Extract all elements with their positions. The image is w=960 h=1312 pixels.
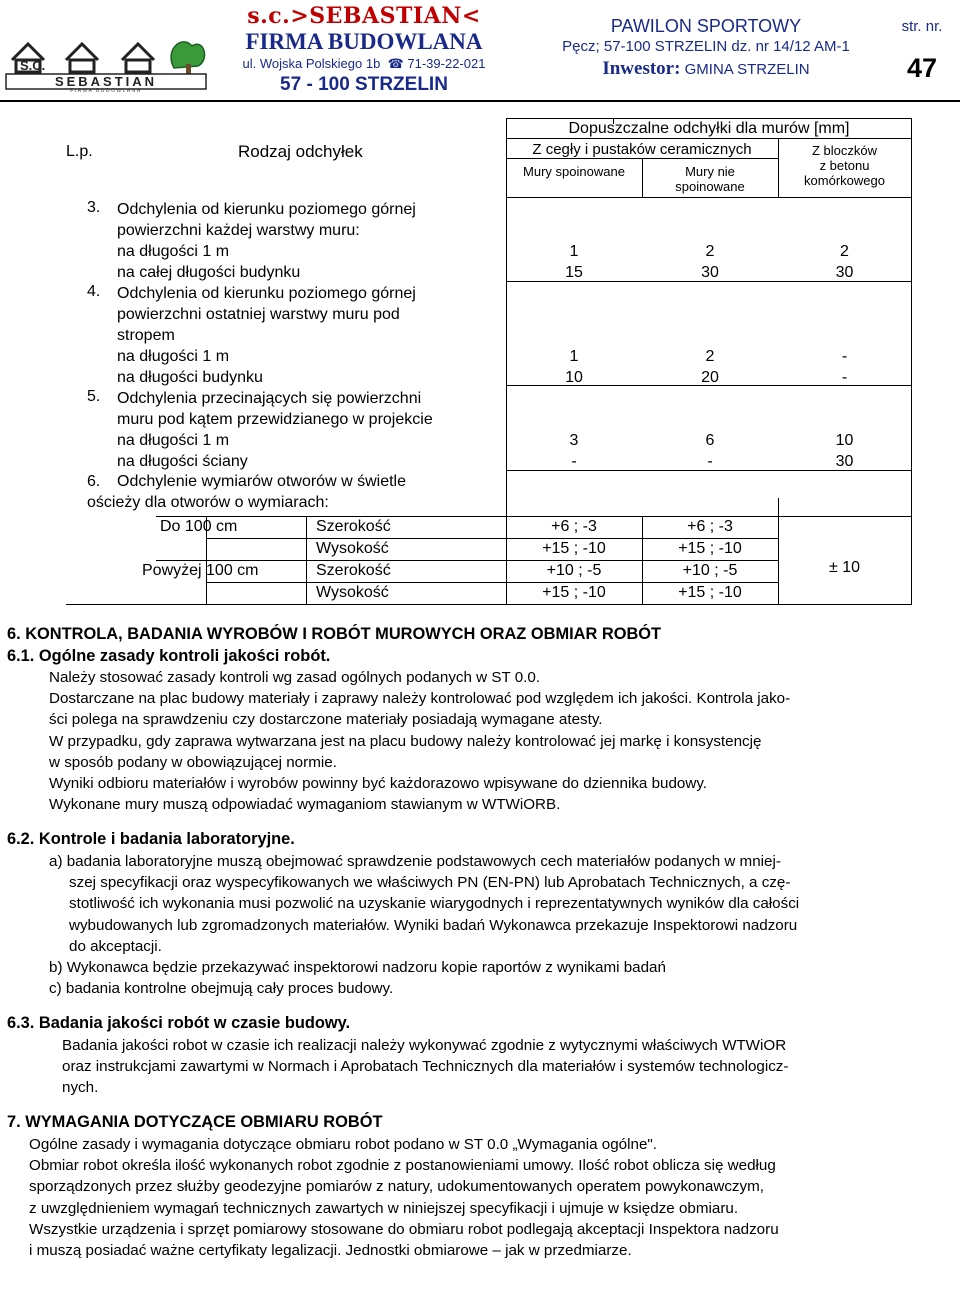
value: 1 [569, 243, 579, 260]
logo-subtext: FIRMA BUDOWLANA [70, 88, 142, 92]
paragraph: w sposób podany w obowiązującej normie. [49, 753, 337, 771]
section-heading-6: 6. KONTROLA, BADANIA WYROBÓW I ROBÓT MUROWYCH ORAZ OBMIAR ROBÓT [7, 625, 662, 643]
list-item-a: a) badania laboratoryjne muszą obejmować sprawdzenie podstawowych cech materiałów podanych w mniej- [49, 852, 781, 870]
row-6-number: 6. [87, 473, 101, 490]
investor-label: Inwestor: [602, 58, 681, 79]
col-header-mortar: Mury spoinowane [523, 164, 625, 179]
paragraph: Wszystkie urządzenia i sprzęt pomiarowy stosowane do obmiaru robot podlegają akceptacji Inspektora nadzoru [29, 1220, 779, 1238]
paragraph: nych. [62, 1079, 99, 1097]
investor-name: GMINA STRZELIN [684, 61, 810, 78]
row-4-line: na długości budynku [117, 369, 263, 386]
row-6-line: Odchylenie wymiarów otworów w świetle [117, 473, 406, 490]
row-5-line: Odchylenia przecinających się powierzchni [117, 390, 422, 407]
paragraph: Należy stosować zasady kontroli wg zasad ogólnych podanych w ST 0.0. [49, 669, 541, 686]
value: 30 [835, 264, 854, 281]
paragraph: Ogólne zasady i wymagania dotyczące obmiaru robot podano w ST 0.0 „Wymagania ogólne". [29, 1135, 658, 1153]
col-header-lp: L.p. [66, 143, 93, 160]
row-4-number: 4. [87, 283, 101, 300]
section-heading-6-3: 6.3. Badania jakości robót w czasie budowy. [7, 1014, 351, 1033]
project-name: PAWILON SPORTOWY [610, 16, 802, 36]
row-3-number: 3. [87, 199, 101, 216]
list-item-b: b) Wykonawca będzie przekazywać inspektorowi nadzoru kopie raportów z wynikami badań [49, 958, 666, 976]
paragraph: W przypadku, gdy zaprawa wytwarzana jest na placu budowy należy kontrolować jej markę i konsystencję [49, 732, 762, 750]
row-3-block [778, 241, 911, 283]
table-grid-line [506, 118, 912, 119]
logo-text: SEBASTIAN [54, 74, 158, 89]
phone-icon: ☎ [387, 56, 404, 71]
value: +15 ; -10 [542, 540, 606, 557]
svg-text:S.C.: S.C. [20, 58, 46, 73]
section-6-2-text [7, 851, 953, 999]
address-text: ul. Wojska Polskiego 1b [242, 56, 381, 71]
header-divider [0, 100, 960, 102]
paragraph: Wyniki odbioru materiałów i wyrobów powinny być każdorazowo wpisywane do dziennika budowy. [49, 775, 708, 793]
company-city: 57 - 100 STRZELIN [280, 74, 448, 95]
paragraph: Wykonane mury muszą odpowiadać wymaganiom stawianym w WTWiORB. [49, 796, 561, 814]
page-number-block [888, 18, 956, 84]
row-6-block-value: ± 10 [828, 559, 861, 576]
row-6-group-small: Do 100 cm [160, 518, 238, 535]
table-grid-line [778, 498, 779, 605]
value: 10 [565, 369, 583, 386]
value: 6 [705, 432, 715, 449]
page-number: 47 [906, 53, 938, 83]
row-6-height-label: Wysokość [316, 540, 389, 557]
phone-text: 71-39-22-021 [407, 56, 486, 71]
table-grid-line [506, 138, 912, 139]
row-6-line: ościeży dla otworów o wymiarach: [87, 494, 329, 511]
document-body [7, 624, 953, 1261]
list-item-a-cont: do akceptacji. [69, 937, 162, 955]
paragraph: z uwzględnieniem wymagań technicznych zawartych w niniejszej specyfikacji i ujmuje w księdze obmiaru. [29, 1199, 739, 1217]
col-header-nomortar-line1: Mury nie [685, 164, 735, 179]
value: 10 [835, 432, 854, 449]
value: - [707, 453, 713, 470]
row-3-line: powierzchni każdej warstwy muru: [117, 222, 360, 239]
value: +6 ; -3 [551, 518, 597, 535]
section-6-3-text [7, 1035, 953, 1099]
table-grid-line [156, 560, 778, 561]
row-3-description [117, 199, 416, 283]
row-6-width-label: Szerokość [316, 518, 391, 535]
value: 2 [705, 348, 715, 365]
company-block [214, 3, 514, 97]
page-header [0, 0, 960, 103]
section-6-1-text [7, 667, 953, 815]
value: +10 ; -5 [682, 562, 738, 579]
value: 3 [569, 432, 579, 449]
spacer [7, 999, 953, 1013]
col-header-nomortar-line2: spoinowane [675, 179, 745, 194]
section-heading-7: 7. WYMAGANIA DOTYCZĄCE OBMIARU ROBÓT [7, 1113, 383, 1132]
paragraph: sporządzonych przez służby geodezyjne pomiarów z natury, udokumentowanych operatem powykonawczym, [29, 1178, 764, 1196]
row-6-group-large: Powyżej 100 cm [142, 562, 259, 579]
value: +15 ; -10 [678, 540, 742, 557]
company-logo [4, 30, 209, 92]
row-6-height-label: Wysokość [316, 584, 389, 601]
list-item-a-cont: szej specyfikacji oraz wyspecyfikowanych we właściwych PN (EN-PN) lub Aprobatach Technicznych, a czę- [69, 874, 791, 892]
row-4-line: na długości 1 m [117, 348, 230, 365]
row-4-line: stropem [117, 327, 175, 344]
value: 2 [840, 243, 849, 260]
value: - [571, 453, 577, 470]
table-grid-line [506, 197, 912, 198]
value: +15 ; -10 [542, 584, 606, 601]
col-header-brick: Z cegły i pustaków ceramicznych [532, 141, 752, 158]
project-location: Pęcz; 57-100 STRZELIN dz. nr 14/12 AM-1 [562, 38, 850, 55]
section-heading-6-2: 6.2. Kontrole i badania laboratoryjne. [7, 830, 295, 849]
company-name: FIRMA BUDOWLANA [245, 29, 483, 54]
row-4-description [117, 283, 416, 388]
value: - [841, 369, 848, 386]
paragraph: Obmiar robot określa ilość wykonanych robot zgodnie z postanowieniami umowy. Ilość robot oblicza się według [29, 1157, 776, 1175]
row-5-description [117, 388, 433, 472]
table-grid-line [506, 158, 778, 159]
row-3-mortar [506, 241, 642, 283]
col-header-block-line2: z betonu [819, 158, 870, 173]
list-item-c: c) badania kontrolne obejmują cały proces budowy. [49, 980, 394, 998]
col-header-type: Rodzaj odchyłek [238, 142, 363, 161]
col-header-group: Dopuszczalne odchyłki dla murów [mm] [568, 120, 850, 137]
table-grid-line [206, 582, 778, 583]
row-4-line: powierzchni ostatniej warstwy muru pod [117, 306, 400, 323]
company-brand: s.c.>SEBASTIAN< [247, 3, 481, 29]
table-grid-line [911, 118, 912, 605]
list-item-a-cont: wybudowanych lub zgromadzonych materiałów. Wyniki badań Wykonawca przekazuje Inspektorowi nadzoru [69, 916, 798, 934]
row-5-nomortar [642, 430, 778, 472]
paragraph: i muszą posiadać ważne certyfikaty legalizacji. Jednostki obmiarowe – jak w przedmiarze. [29, 1241, 632, 1259]
row-5-number: 5. [87, 388, 101, 405]
paragraph: oraz instrukcjami zawartymi w Normach i Aprobatach Technicznych dla materiałów i systemów technologicz- [62, 1058, 789, 1076]
row-5-mortar [506, 430, 642, 472]
row-4-nomortar [642, 346, 778, 388]
row-3-line: na długości 1 m [117, 243, 230, 260]
section-heading-6-1: 6.1. Ogólne zasady kontroli jakości robót. [7, 646, 331, 665]
paragraph: Badania jakości robot w czasie ich realizacji należy wykonywać zgodnie z wytycznymi właściwych WTWiOR [62, 1036, 787, 1054]
row-4-mortar [506, 346, 642, 388]
value: +10 ; -5 [546, 562, 602, 579]
value: 1 [569, 348, 579, 365]
value: +15 ; -10 [678, 584, 742, 601]
investor-line [528, 56, 884, 83]
value: 30 [701, 264, 719, 281]
row-3-nomortar [642, 241, 778, 283]
row-5-line: na długości ściany [117, 453, 248, 470]
row-4-line: Odchylenia od kierunku poziomego górnej [117, 285, 416, 302]
row-5-line: na długości 1 m [117, 432, 230, 449]
company-address [214, 55, 514, 73]
table-grid-line [66, 604, 912, 605]
col-header-nomortar [642, 164, 778, 194]
row-5-block [778, 430, 911, 472]
value: - [841, 348, 848, 365]
row-6-width-label: Szerokość [316, 562, 391, 579]
project-block [528, 15, 884, 83]
page-label: str. nr. [901, 18, 943, 35]
paragraph: ści polega na sprawdzeniu czy dostarczone materiały posiadają wymagane atesty. [49, 711, 603, 729]
col-header-block-line1: Z bloczków [811, 143, 878, 158]
tolerance-table [66, 118, 912, 605]
table-grid-line [206, 538, 778, 539]
row-3-line: Odchylenia od kierunku poziomego górnej [117, 201, 416, 218]
col-header-block [778, 143, 911, 188]
spacer [7, 815, 953, 829]
row-4-block [778, 346, 911, 388]
paragraph: Dostarczane na plac budowy materiały i zaprawy należy kontrolować pod względem ich jakości. Kontrola jako- [49, 690, 791, 708]
list-item-a-cont: stotliwość ich wykonania musi pozwolić na uzyskanie wiarygodnych i reprezentatywnych wyników dla całości [69, 895, 800, 913]
table-grid-line [156, 516, 912, 517]
row-5-line: muru pod kątem przewidzianego w projekcie [117, 411, 433, 428]
value: 15 [565, 264, 583, 281]
section-7-text [7, 1134, 953, 1261]
value: 30 [835, 453, 854, 470]
row-3-line: na całej długości budynku [117, 264, 301, 281]
value: 2 [705, 243, 715, 260]
value: 20 [701, 369, 719, 386]
col-header-block-line3: komórkowego [804, 173, 885, 188]
spacer [7, 1098, 953, 1112]
value: +6 ; -3 [687, 518, 733, 535]
